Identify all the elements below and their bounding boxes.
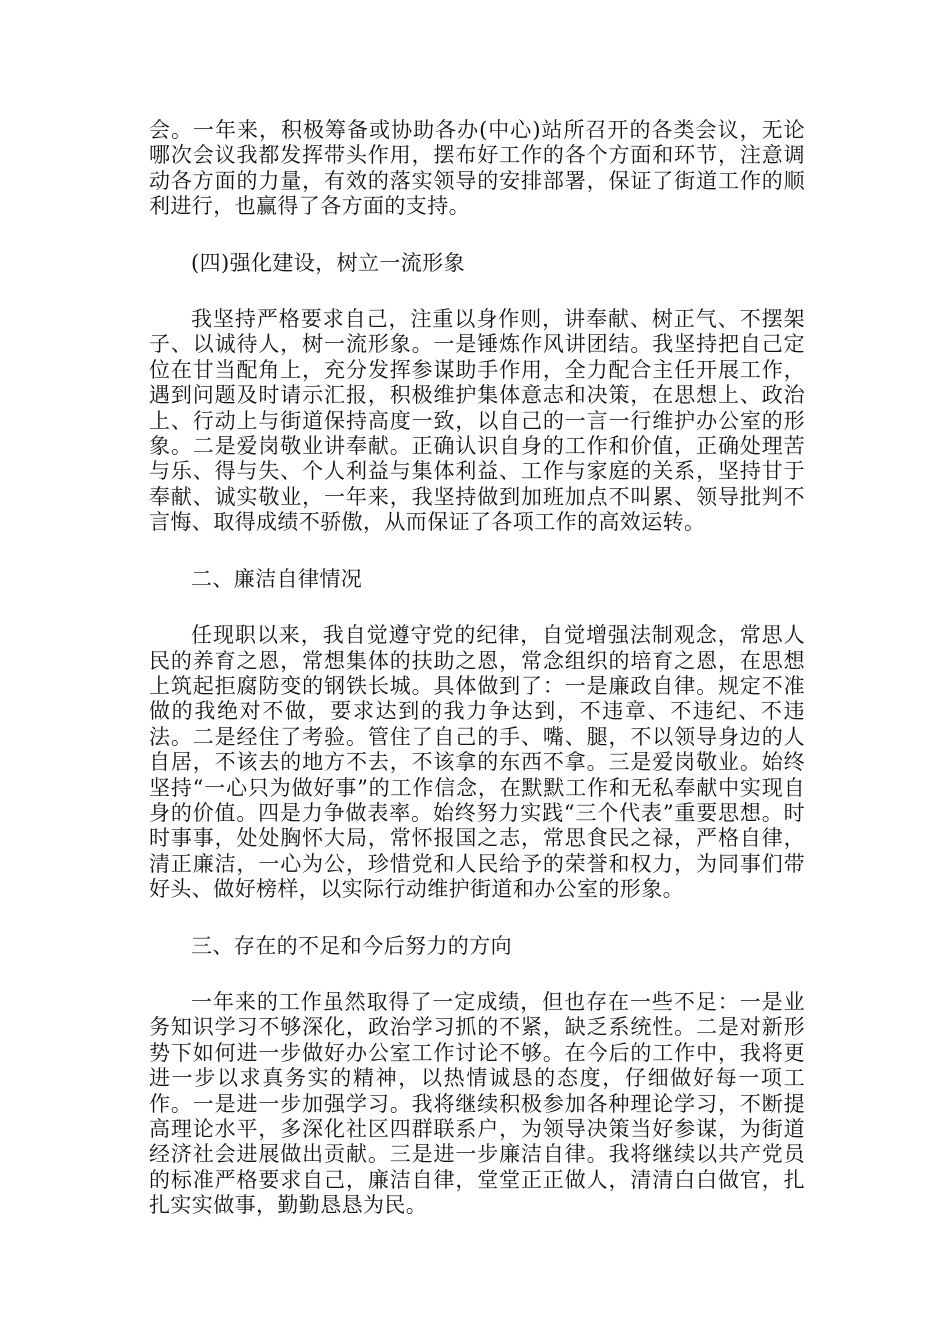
spacer: [149, 903, 805, 934]
spacer: [149, 276, 805, 307]
section-heading-2: 二、廉洁自律情况: [191, 566, 363, 591]
section-heading-4: (四)强化建设，树立一流形象: [191, 250, 465, 275]
spacer: [149, 592, 805, 623]
paragraph-section-4: 我坚持严格要求自己，注重以身作则，讲奉献、树正气、不摆架子、以诚待人，树一流形象。一是锤炼作风讲团结。我坚持把自己定位在甘当配角上，充分发挥参谋助手作用，全力配合主任开展工作，遇到问题及时请示汇报，积极维护集体意志和决策，在思想上、政治上、行动上与街道保持高度一致，以自己的一言一行维护办公室的形象。二是爱岗敬业讲奉献。正确认识自身的工作和价值，正确处理苦与乐、得与失、个人利益与集体利益、工作与家庭的关系，坚持甘于奉献、诚实敬业，一年来，我坚持做到加班加点不叫累、领导批判不言悔、取得成绩不骄傲，从而保证了各项工作的高效运转。: [149, 307, 805, 535]
section-heading-3: 三、存在的不足和今后努力的方向: [191, 933, 512, 958]
paragraph-section-2: 任现职以来，我自觉遵守党的纪律，自觉增强法制观念，常思人民的养育之恩，常想集体的扶助之恩，常念组织的培育之恩，在思想上筑起拒腐防变的钢铁长城。具体做到了：一是廉政自律。规定不准做的我绝对不做，要求达到的我力争达到，不违章、不违纪、不违法。二是经住了考验。管住了自己的手、嘴、腿，不以领导身边的人自居，不该去的地方不去，不该拿的东西不拿。三是爱岗敬业。始终坚持“一心只为做好事”的工作信念，在默默工作和无私奉献中实现自身的价值。四是力争做表率。始终努力实践“三个代表”重要思想。时时事事，处处胸怀大局，常怀报国之志，常思食民之禄，严格自律，清正廉洁，一心为公，珍惜党和人民给予的荣誉和权力，为同事们带好头、做好榜样，以实际行动维护街道和办公室的形象。: [149, 623, 805, 902]
paragraph-section-3: 一年来的工作虽然取得了一定成绩，但也存在一些不足：一是业务知识学习不够深化，政治学习抓的不紧，缺乏系统性。二是对新形势下如何进一步做好办公室工作讨论不够。在今后的工作中，我将更进一步以求真务实的精神，以热情诚恳的态度，仔细做好每一项工作。一是进一步加强学习。我将继续积极参加各种理论学习，不断提高理论水平，多深化社区四群联系户，为领导决策当好参谋，为街道经济社会进展做出贡献。三是进一步廉洁自律。我将继续以共产党员的标准严格要求自己，廉洁自律，堂堂正正做人，清清白白做官，扎扎实实做事，勤勤恳恳为民。: [149, 989, 805, 1218]
spacer: [149, 536, 805, 567]
document-page: [149, 118, 805, 1219]
spacer: [149, 220, 805, 251]
spacer: [149, 959, 805, 990]
paragraph-intro: 会。一年来，积极筹备或协助各办(中心)站所召开的各类会议，无论哪次会议我都发挥带头作用，摆布好工作的各个方面和环节，注意调动各方面的力量，有效的落实领导的安排部署，保证了街道工作的顺利进行，也赢得了各方面的支持。: [149, 118, 805, 219]
